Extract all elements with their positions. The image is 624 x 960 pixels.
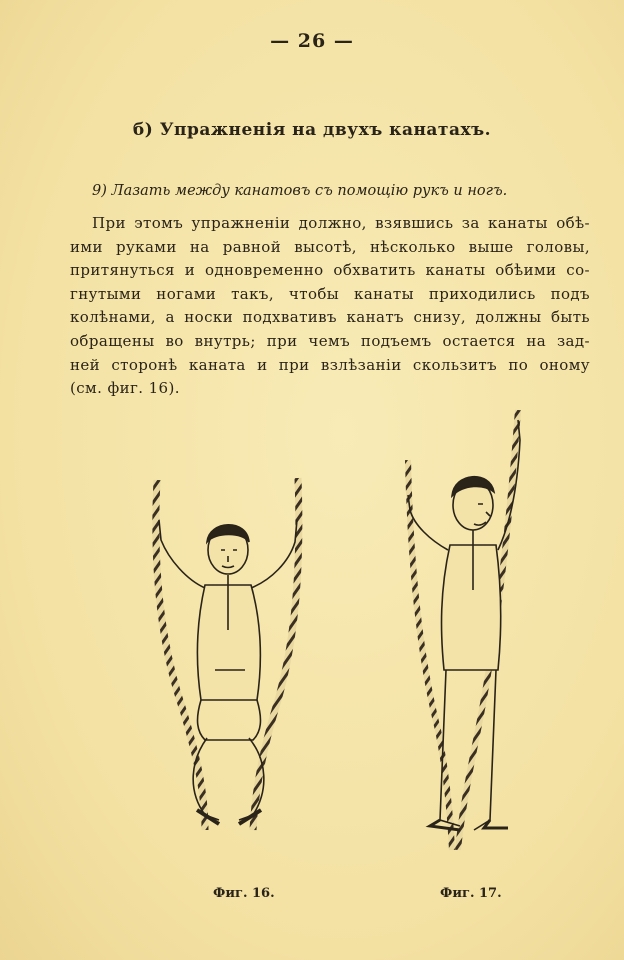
text-line: При этомъ упражненіи должно, взявшись за канаты обѣ- [92,214,590,232]
exercise-title: 9) Лазать между канатовъ съ помощію рукъ и ногъ. [92,183,508,199]
figure-16-illustration [135,470,320,850]
text-line: гнутыми ногами такъ, чтобы канаты приходились подъ [70,284,590,303]
page-number: — 26 — [270,30,354,52]
figure-17-illustration [378,400,548,860]
text-line: ней сторонѣ каната и при взлѣзаніи скользитъ по оному [70,355,590,374]
text-line: ими руками на равной высотѣ, нѣсколько выше головы, [70,237,590,256]
text-line: обращены во внутрь; при чемъ подъемъ остается на зад- [70,331,590,350]
text-line: притянуться и одновременно обхватить канаты обѣими со- [70,261,590,280]
figure-17-caption: Фиг. 17. [440,886,502,901]
figure-16-caption: Фиг. 16. [213,886,275,901]
section-title: б) Упражненія на двухъ канатахъ. [132,120,492,140]
text-line: (см. фиг. 16). [70,379,180,398]
text-line: колѣнами, а носки подхвативъ канатъ снизу, должны быть [70,308,590,327]
exercise-description [70,212,590,401]
